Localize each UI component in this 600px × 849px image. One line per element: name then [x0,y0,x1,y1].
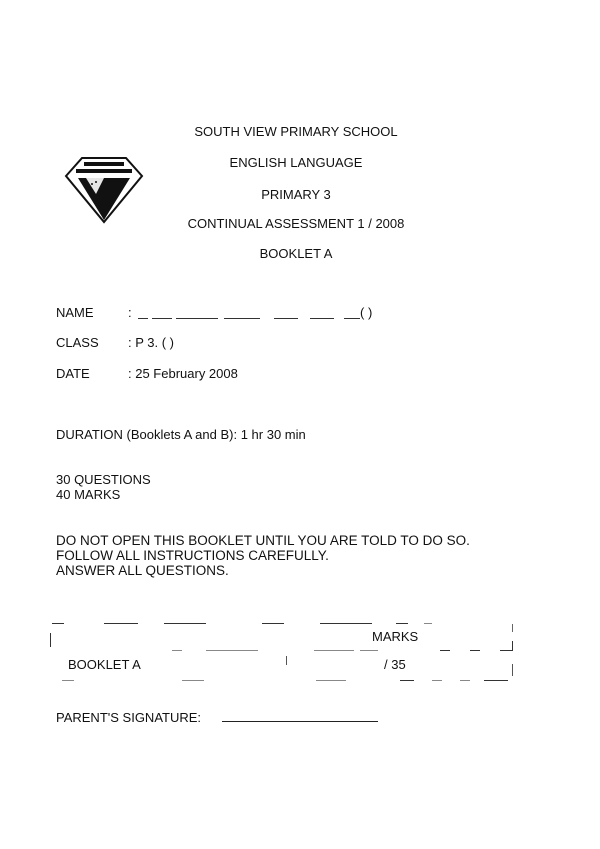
date-label: DATE [56,366,90,381]
school-name: SOUTH VIEW PRIMARY SCHOOL [194,124,398,139]
booklet-title: BOOKLET A [259,246,333,261]
name-blank-1[interactable] [138,318,148,319]
table-border [432,680,442,681]
name-prefix: : [128,305,132,320]
parent-signature-label: PARENT'S SIGNATURE: [56,710,202,725]
table-border [512,624,513,632]
table-border [440,650,450,651]
name-blank-7[interactable] [344,318,360,319]
name-blank-3[interactable] [176,318,218,319]
table-border [424,623,432,624]
table-border [512,641,513,651]
duration-text: DURATION (Booklets A and B): 1 hr 30 min [56,427,306,442]
table-border [182,680,204,681]
table-border [484,680,508,681]
index-number-field[interactable]: ( ) [360,305,373,320]
table-border [104,623,138,624]
booklet-a-label: BOOKLET A [68,657,141,672]
table-border [320,623,372,624]
name-blank-6[interactable] [310,318,334,319]
booklet-a-score: / 35 [384,657,406,672]
questions-count: 30 QUESTIONS [56,472,151,487]
marks-header: MARKS [372,629,419,644]
table-border [360,650,378,651]
table-border [206,650,258,651]
date-value: : 25 February 2008 [128,366,238,381]
table-border [512,664,513,676]
instruction-line: ANSWER ALL QUESTIONS. [56,563,229,578]
table-border [500,650,512,651]
class-value[interactable]: : P 3. ( ) [128,335,174,350]
instruction-line: DO NOT OPEN THIS BOOKLET UNTIL YOU ARE TOLD TO DO SO. [56,533,470,548]
table-border [470,650,480,651]
instruction-line: FOLLOW ALL INSTRUCTIONS CAREFULLY. [56,548,329,563]
class-label: CLASS [56,335,99,350]
table-border [314,650,354,651]
table-border [52,623,64,624]
parent-signature-line[interactable] [222,721,378,722]
table-border [460,680,470,681]
assessment-title: CONTINUAL ASSESSMENT 1 / 2008 [187,216,405,231]
table-border [316,680,346,681]
name-blank-2[interactable] [152,318,172,319]
school-crest-icon [62,150,146,226]
table-border [396,623,408,624]
table-border [400,680,414,681]
name-blank-5[interactable] [274,318,298,319]
table-border [172,650,182,651]
table-border [164,623,206,624]
table-border [286,656,287,665]
table-border [50,633,51,647]
marks-count: 40 MARKS [56,487,121,502]
level-title: PRIMARY 3 [261,187,331,202]
name-label: NAME [56,305,94,320]
table-border [262,623,284,624]
name-blank-4[interactable] [224,318,260,319]
table-border [62,680,74,681]
subject-title: ENGLISH LANGUAGE [229,155,363,170]
